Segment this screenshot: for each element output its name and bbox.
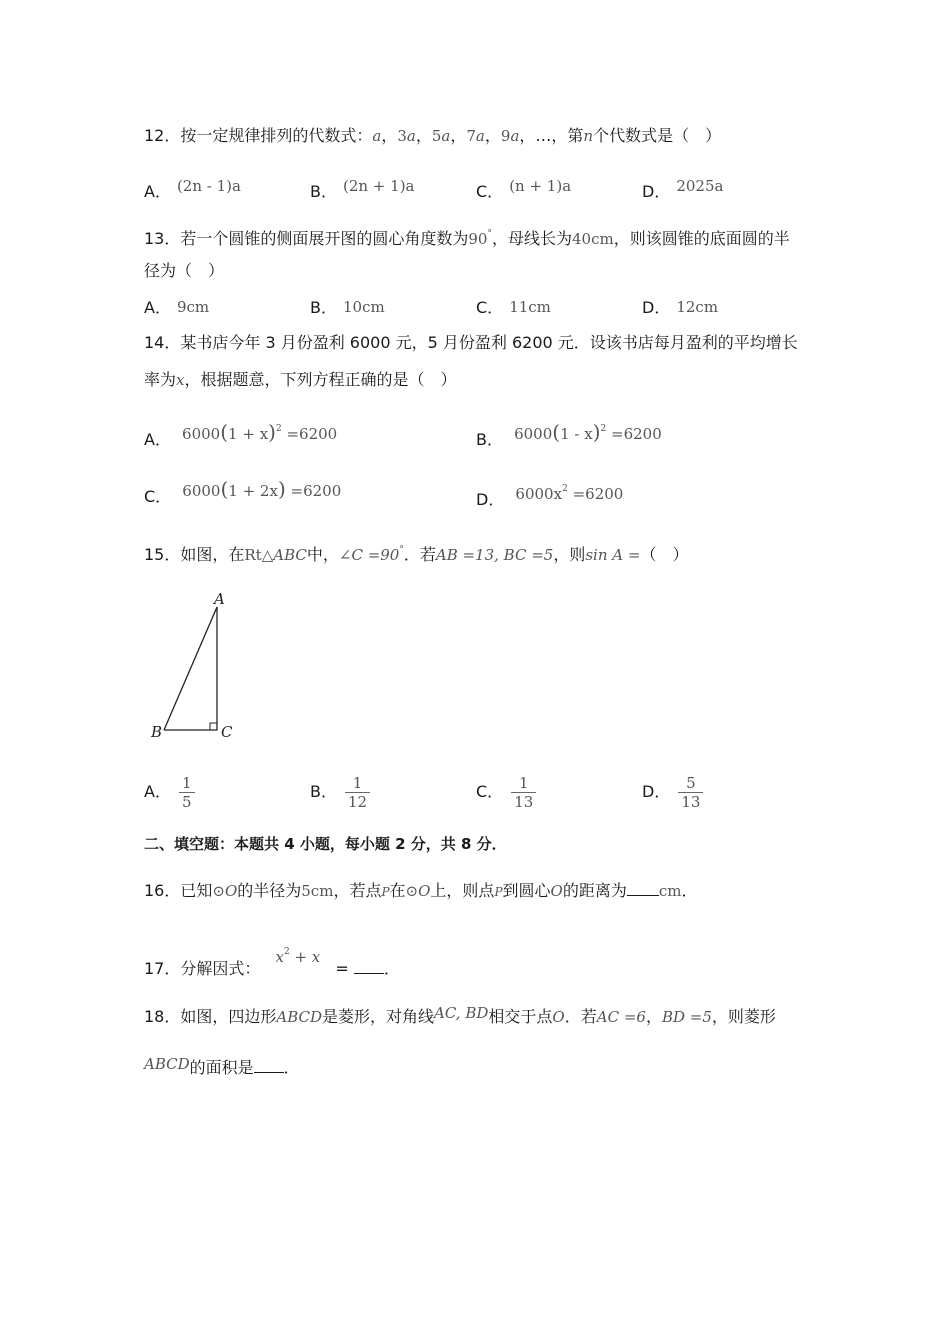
q12-stem-end: 个代数式是（ ） xyxy=(593,126,722,145)
question-14: 14．某书店今年 3 月份盈利 6000 元，5 月份盈利 6200 元．设该书店每月盈利的平均增长 xyxy=(144,333,798,352)
q12-option-d[interactable]: D． 2025a xyxy=(642,177,724,201)
q17-answer-blank[interactable] xyxy=(354,959,384,974)
right-angle-mark xyxy=(210,723,217,730)
q12-stem: 12．按一定规律排列的代数式： xyxy=(144,126,373,145)
q15-option-c[interactable]: C． $\frac{1}{13}$ xyxy=(476,774,536,811)
question-18-line2: ABCD的面积是 ． xyxy=(144,1055,300,1077)
q12-term: 9a xyxy=(500,127,520,145)
q13-option-b[interactable]: B． 10cm xyxy=(310,298,385,317)
q18-answer-blank[interactable] xyxy=(254,1058,284,1073)
vertex-label-b: B xyxy=(151,723,163,741)
q12-sequence: a，3a，5a，7a，9a xyxy=(372,126,520,145)
q13-angle: 90 xyxy=(468,230,488,248)
q13-length: 40cm xyxy=(571,230,614,248)
q15-option-b[interactable]: B． $\frac{1}{12}$ xyxy=(310,774,370,811)
q14-x: x xyxy=(176,371,185,389)
q12-n: n xyxy=(583,127,594,145)
question-14-line2: 率为x，根据题意，下列方程正确的是（ ） xyxy=(144,370,457,389)
q12-term: a xyxy=(372,127,382,145)
q12-option-c[interactable]: C． (n + 1)a xyxy=(476,177,572,201)
q12-option-b[interactable]: B． (2n + 1)a xyxy=(310,177,415,201)
q13-option-a[interactable]: A． 9cm xyxy=(144,298,210,317)
q13-option-d[interactable]: D． 12cm xyxy=(642,298,719,317)
q12-option-a[interactable]: A． (2n - 1)a xyxy=(144,177,241,201)
q13-option-c[interactable]: C． 11cm xyxy=(476,298,551,317)
vertex-label-c: C xyxy=(221,723,233,741)
q12-stem-tail: ，…，第 xyxy=(519,126,584,145)
q12-term: 3a xyxy=(397,127,416,145)
question-18: 18．如图，四边形ABCD是菱形，对角线AC, BD相交于点O．若AC =6，BD =5，则菱形 xyxy=(144,1004,776,1026)
q14-option-d[interactable]: D． $6000x^2 =6200$ xyxy=(476,484,624,509)
vertex-label-a: A xyxy=(214,590,225,608)
question-13: 13．若一个圆锥的侧面展开图的圆心角度数为90°，母线长为40cm，则该圆锥的底面圆的半 xyxy=(144,229,790,248)
question-13-line2: 径为（ ） xyxy=(144,261,225,280)
right-triangle-figure xyxy=(148,586,248,746)
q16-answer-blank[interactable] xyxy=(627,881,659,896)
q15-condition: AB =13, BC =5 xyxy=(435,546,554,564)
section-heading-fill-blank: 二、填空题：本题共 4 小题，每小题 2 分，共 8 分． xyxy=(144,835,507,853)
segment-ab xyxy=(164,607,217,730)
q14-option-b[interactable]: B． 6000(1 - x)$^2$ =6200 xyxy=(476,420,662,449)
question-17: 17．分解因式： $x^2 + x$ = ． xyxy=(144,947,400,978)
q12-term: 7a xyxy=(466,127,485,145)
question-16: 16．已知⊙O的半径为5cm，若点P在⊙O上，则点P到圆心O的距离为 cm． xyxy=(144,881,698,900)
q12-term: 5a xyxy=(431,127,451,145)
q14-option-c[interactable]: C． 6000(1 + 2x) =6200 xyxy=(144,477,342,506)
question-12 xyxy=(144,124,721,148)
q15-option-d[interactable]: D． $\frac{5}{13}$ xyxy=(642,774,703,811)
q14-option-a[interactable]: A． $6000(1 + x)^2 =6200$ xyxy=(144,420,338,449)
question-15: 15．如图，在Rt△ABC中，∠C =90°．若AB =13, BC =5，则sin A =（ ） xyxy=(144,545,689,564)
q15-option-a[interactable]: A． $\frac{1}{5}$ xyxy=(144,774,195,811)
